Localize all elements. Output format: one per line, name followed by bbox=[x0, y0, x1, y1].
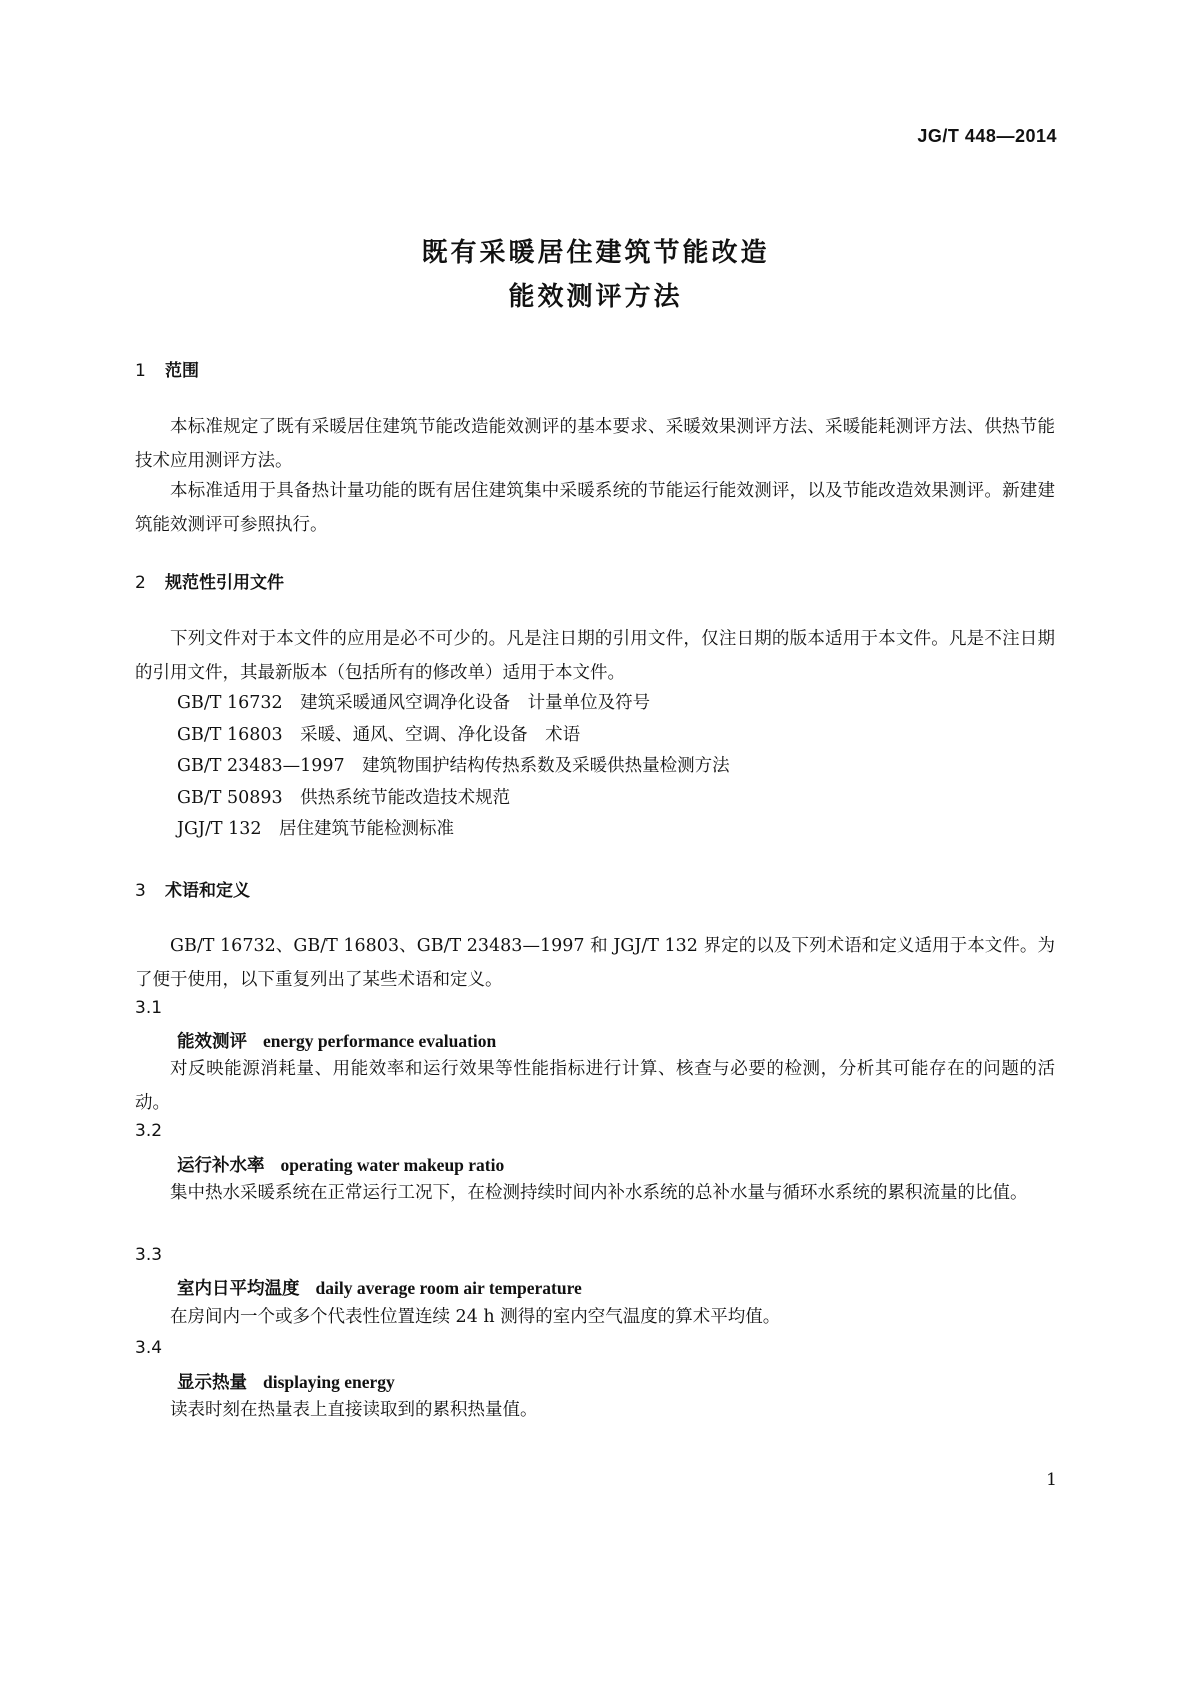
section-1-paragraph-2: 本标准适用于具备热计量功能的既有居住建筑集中采暖系统的节能运行能效测评，以及节能改造效果测评。新建建筑能效测评可参照执行。 bbox=[135, 481, 1055, 535]
reference-item: JGJ/T 132 居住建筑节能检测标准 bbox=[177, 819, 455, 839]
term-name bbox=[177, 1369, 395, 1394]
term-definition: 集中热水采暖系统在正常运行工况下，在检测持续时间内补水系统的总补水量与循环水系统的累积流量的比值。 bbox=[170, 1183, 1028, 1203]
term-name-en: operating water makeup ratio bbox=[280, 1155, 505, 1175]
section-1-paragraph-1: 本标准规定了既有采暖居住建筑节能改造能效测评的基本要求、采暖效果测评方法、采暖能耗测评方法、供热节能技术应用测评方法。 bbox=[135, 417, 1055, 471]
term-name bbox=[177, 1275, 582, 1300]
section-2-paragraph-1: 下列文件对于本文件的应用是必不可少的。凡是注日期的引用文件，仅注日期的版本适用于本文件。凡是不注日期的引用文件，其最新版本（包括所有的修改单）适用于本文件。 bbox=[135, 629, 1055, 683]
term-number: 3.4 bbox=[135, 1338, 163, 1358]
term-name bbox=[177, 1028, 496, 1053]
section-title: 术语和定义 bbox=[165, 881, 250, 901]
reference-item: GB/T 16803 采暖、通风、空调、净化设备 术语 bbox=[177, 725, 581, 745]
term-definition: 对反映能源消耗量、用能效率和运行效果等性能指标进行计算、核查与必要的检测，分析其可能存在的问题的活动。 bbox=[135, 1059, 1055, 1113]
term-definition: 读表时刻在热量表上直接读取到的累积热量值。 bbox=[170, 1400, 538, 1420]
term-name-en: energy performance evaluation bbox=[263, 1031, 497, 1051]
reference-item: GB/T 50893 供热系统节能改造技术规范 bbox=[177, 788, 511, 808]
standard-code: JG/T 448—2014 bbox=[917, 126, 1057, 146]
document-title-line1: 既有采暖居住建筑节能改造 bbox=[421, 238, 770, 268]
term-name-zh: 能效测评 bbox=[177, 1032, 247, 1052]
section-number: 2 bbox=[135, 573, 146, 593]
reference-item: GB/T 23483—1997 建筑物围护结构传热系数及采暖供热量检测方法 bbox=[177, 756, 730, 776]
section-number: 1 bbox=[135, 361, 146, 381]
term-name-zh: 显示热量 bbox=[177, 1373, 247, 1393]
section-title: 规范性引用文件 bbox=[165, 573, 284, 593]
term-name bbox=[177, 1152, 504, 1177]
section-title: 范围 bbox=[165, 361, 199, 381]
term-name-zh: 运行补水率 bbox=[177, 1156, 265, 1176]
term-number: 3.2 bbox=[135, 1121, 163, 1141]
section-2-heading bbox=[135, 568, 284, 593]
term-definition: 在房间内一个或多个代表性位置连续 24 h 测得的室内空气温度的算术平均值。 bbox=[170, 1307, 781, 1327]
page-number: 1 bbox=[1046, 1470, 1057, 1490]
term-name-en: displaying energy bbox=[263, 1372, 395, 1392]
section-3-paragraph-1: GB/T 16732、GB/T 16803、GB/T 23483—1997 和 JGJ/T 132 界定的以及下列术语和定义适用于本文件。为了便于使用，以下重复列出了某些术语和定义。 bbox=[135, 936, 1055, 990]
reference-item: GB/T 16732 建筑采暖通风空调净化设备 计量单位及符号 bbox=[177, 693, 651, 713]
term-name-en: daily average room air temperature bbox=[315, 1278, 582, 1298]
term-name-zh: 室内日平均温度 bbox=[177, 1279, 300, 1299]
section-1-heading bbox=[135, 356, 199, 381]
document-title-line2: 能效测评方法 bbox=[508, 282, 683, 312]
term-number: 3.1 bbox=[135, 998, 163, 1018]
section-3-heading bbox=[135, 876, 250, 901]
section-number: 3 bbox=[135, 881, 146, 901]
term-number: 3.3 bbox=[135, 1245, 163, 1265]
